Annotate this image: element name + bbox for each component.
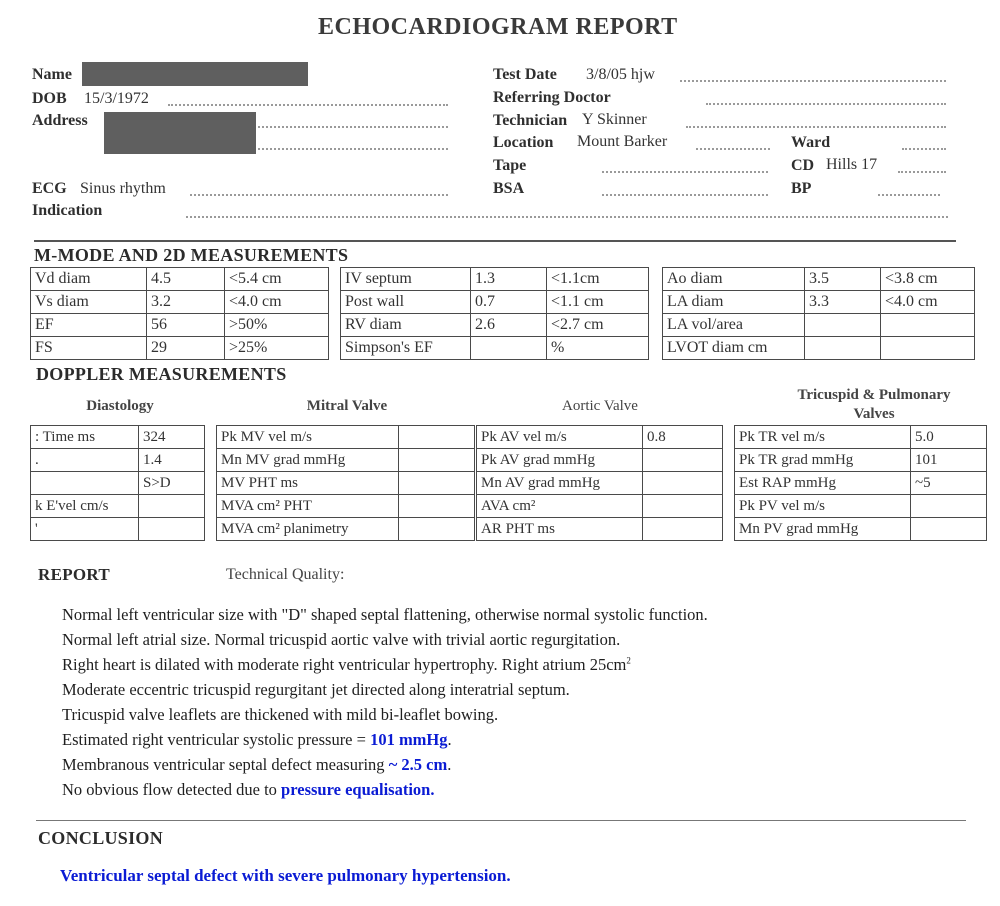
measure-value: [805, 337, 881, 360]
measure-value: [399, 518, 475, 541]
report-line-3-sup: 2: [626, 655, 631, 666]
table-row: [341, 314, 649, 337]
report-line-7-text: Membranous ventricular septal defect measuring: [62, 755, 389, 774]
measure-label: k E'vel cm/s: [31, 495, 139, 518]
table-row: [217, 472, 475, 495]
measure-normal: <1.1 cm: [547, 291, 649, 314]
report-line-6: [62, 730, 452, 750]
measure-value: [471, 337, 547, 360]
measure-label: IV septum: [341, 268, 471, 291]
table-row: [735, 449, 987, 472]
indication-dotted-line: [186, 216, 948, 218]
measure-label: Pk TR grad mmHg: [735, 449, 911, 472]
table-row: [663, 291, 975, 314]
table-row: [341, 291, 649, 314]
aortic-valve-title: Aortic Valve: [562, 398, 638, 414]
tape-dotted-line: [602, 171, 768, 173]
pressure-equalisation-text: pressure equalisation.: [281, 780, 435, 799]
table-row: [31, 495, 205, 518]
measure-value: 324: [139, 426, 205, 449]
measure-label: MV PHT ms: [217, 472, 399, 495]
measure-value: [399, 472, 475, 495]
measure-label: : Time ms: [31, 426, 139, 449]
measure-value: [139, 518, 205, 541]
measure-value: 5.0: [911, 426, 987, 449]
measure-label: Mn PV grad mmHg: [735, 518, 911, 541]
report-line-5: Tricuspid valve leaflets are thickened with mild bi-leaflet bowing.: [62, 705, 499, 724]
indication-label: Indication: [32, 202, 103, 219]
report-line-6-text: Estimated right ventricular systolic pressure =: [62, 730, 371, 749]
measure-value: [911, 495, 987, 518]
measure-label: ': [31, 518, 139, 541]
measure-value: S>D: [139, 472, 205, 495]
measure-label: Est RAP mmHg: [735, 472, 911, 495]
measure-label: Mn MV grad mmHg: [217, 449, 399, 472]
measure-normal: >50%: [225, 314, 329, 337]
measure-label: Pk PV vel m/s: [735, 495, 911, 518]
measure-label: LA diam: [663, 291, 805, 314]
dob-dotted-line: [168, 104, 448, 106]
measure-normal: <3.8 cm: [881, 268, 975, 291]
measure-label: Pk TR vel m/s: [735, 426, 911, 449]
table-row: [477, 518, 723, 541]
ward-dotted-line: [902, 148, 946, 150]
ecg-dotted-line: [190, 194, 448, 196]
measure-label: Pk MV vel m/s: [217, 426, 399, 449]
location-label: Location: [493, 134, 554, 151]
tricuspid-pulmonary-table: [734, 425, 987, 541]
diastology-title: Diastology: [86, 398, 154, 414]
table-row: [341, 337, 649, 360]
measure-value: [643, 472, 723, 495]
table-row: [31, 291, 329, 314]
doppler-heading: DOPPLER MEASUREMENTS: [36, 364, 287, 384]
address-label: Address: [32, 112, 88, 129]
table-row: [735, 518, 987, 541]
report-line-1: Normal left ventricular size with "D" shaped septal flattening, otherwise normal systolic function.: [62, 605, 708, 624]
measure-normal: >25%: [225, 337, 329, 360]
report-line-7-end: .: [447, 755, 452, 774]
aortic-valve-table: [476, 425, 723, 541]
table-row: [31, 472, 205, 495]
mmode-heading: M-MODE AND 2D MEASUREMENTS: [34, 245, 349, 265]
diastology-table: [30, 425, 205, 541]
bsa-label: BSA: [493, 180, 525, 197]
bp-label: BP: [791, 180, 812, 197]
mmode-left-table: [30, 267, 329, 360]
report-line-3-text: Right heart is dilated with moderate right ventricular hypertrophy. Right atrium 25cm: [62, 655, 627, 674]
report-title: ECHOCARDIOGRAM REPORT: [318, 14, 678, 40]
table-row: [31, 314, 329, 337]
rvsp-value: 101 mmHg: [370, 730, 448, 749]
section-divider-bottom: [36, 820, 966, 821]
technical-quality-label: Technical Quality:: [226, 566, 345, 583]
technician-label: Technician: [493, 112, 568, 129]
measure-value: 1.4: [139, 449, 205, 472]
table-row: [31, 426, 205, 449]
measure-label: MVA cm² PHT: [217, 495, 399, 518]
table-row: [735, 472, 987, 495]
measure-label: Post wall: [341, 291, 471, 314]
measure-label: Ao diam: [663, 268, 805, 291]
address-dotted-line-2: [258, 148, 448, 150]
measure-normal: <2.7 cm: [547, 314, 649, 337]
measure-value: [911, 518, 987, 541]
referring-doctor-label: Referring Doctor: [493, 89, 611, 106]
measure-label: EF: [31, 314, 147, 337]
table-row: [217, 426, 475, 449]
conclusion-text: Ventricular septal defect with severe pulmonary hypertension.: [60, 866, 511, 885]
vsd-size-value: ~ 2.5 cm: [388, 755, 448, 774]
name-redaction: [82, 62, 308, 86]
measure-label: Pk AV vel m/s: [477, 426, 643, 449]
measure-label: Vd diam: [31, 268, 147, 291]
measure-label: MVA cm² planimetry: [217, 518, 399, 541]
location-dotted-line: [696, 148, 770, 150]
bsa-dotted-line: [602, 194, 768, 196]
table-row: [663, 268, 975, 291]
address-redaction: [104, 112, 256, 154]
report-heading: REPORT: [38, 565, 111, 584]
measure-value: 0.7: [471, 291, 547, 314]
test-date-dotted-line: [680, 80, 946, 82]
dob-value: 15/3/1972: [84, 90, 149, 107]
cd-dotted-line: [898, 171, 946, 173]
cd-label: CD: [791, 157, 815, 174]
table-row: [735, 495, 987, 518]
measure-normal: [881, 314, 975, 337]
bp-dotted-line: [878, 194, 940, 196]
measure-label: AR PHT ms: [477, 518, 643, 541]
measure-normal: <4.0 cm: [225, 291, 329, 314]
dob-label: DOB: [32, 90, 67, 107]
ward-label: Ward: [791, 134, 831, 151]
measure-value: 4.5: [147, 268, 225, 291]
table-row: [735, 426, 987, 449]
report-line-6-end: .: [447, 730, 452, 749]
measure-value: [399, 426, 475, 449]
report-line-8-text: No obvious flow detected due to: [62, 780, 282, 799]
address-dotted-line-1: [258, 126, 448, 128]
measure-label: Pk AV grad mmHg: [477, 449, 643, 472]
mmode-mid-table: [340, 267, 649, 360]
measure-normal: <1.1cm: [547, 268, 649, 291]
ecg-label: ECG: [32, 180, 67, 197]
table-row: [31, 449, 205, 472]
measure-value: [139, 495, 205, 518]
measure-value: [643, 495, 723, 518]
measure-label: AVA cm²: [477, 495, 643, 518]
measure-label: RV diam: [341, 314, 471, 337]
measure-label: [31, 472, 139, 495]
report-line-3: [62, 655, 631, 675]
cd-value: Hills 17: [826, 156, 878, 173]
table-row: [31, 518, 205, 541]
measure-normal: %: [547, 337, 649, 360]
table-row: [477, 495, 723, 518]
measure-value: [805, 314, 881, 337]
measure-value: 1.3: [471, 268, 547, 291]
measure-label: Vs diam: [31, 291, 147, 314]
measure-value: [399, 449, 475, 472]
technician-dotted-line: [686, 126, 946, 128]
table-row: [31, 337, 329, 360]
measure-normal: [881, 337, 975, 360]
table-row: [663, 314, 975, 337]
measure-value: 29: [147, 337, 225, 360]
report-line-4: Moderate eccentric tricuspid regurgitant jet directed along interatrial septum.: [62, 680, 570, 699]
test-date-value: 3/8/05 hjw: [586, 66, 655, 83]
table-row: [217, 518, 475, 541]
measure-value: 3.5: [805, 268, 881, 291]
measure-value: [643, 449, 723, 472]
test-date-label: Test Date: [493, 66, 557, 83]
measure-label: .: [31, 449, 139, 472]
table-row: [477, 449, 723, 472]
measure-value: 3.2: [147, 291, 225, 314]
report-line-7: [62, 755, 451, 775]
location-value: Mount Barker: [577, 133, 668, 150]
measure-label: Simpson's EF: [341, 337, 471, 360]
section-divider-top: [34, 240, 956, 242]
conclusion-heading: CONCLUSION: [38, 828, 164, 848]
measure-label: FS: [31, 337, 147, 360]
referring-dotted-line: [706, 103, 946, 105]
mmode-right-table: [662, 267, 975, 360]
name-label: Name: [32, 66, 72, 83]
tricuspid-valve-title: Tricuspid & Pulmonary Valves: [797, 387, 951, 422]
report-line-2: Normal left atrial size. Normal tricuspid aortic valve with trivial aortic regurgitation.: [62, 630, 621, 649]
report-line-8: [62, 780, 434, 800]
technician-value: Y Skinner: [582, 111, 647, 128]
table-row: [217, 449, 475, 472]
table-row: [477, 426, 723, 449]
measure-label: LA vol/area: [663, 314, 805, 337]
measure-value: 0.8: [643, 426, 723, 449]
measure-normal: <5.4 cm: [225, 268, 329, 291]
mitral-valve-title: Mitral Valve: [306, 398, 388, 414]
measure-label: Mn AV grad mmHg: [477, 472, 643, 495]
table-row: [477, 472, 723, 495]
table-row: [663, 337, 975, 360]
table-row: [217, 495, 475, 518]
measure-normal: <4.0 cm: [881, 291, 975, 314]
table-row: [31, 268, 329, 291]
measure-value: ~5: [911, 472, 987, 495]
measure-value: [399, 495, 475, 518]
measure-value: 101: [911, 449, 987, 472]
measure-value: [643, 518, 723, 541]
measure-value: 56: [147, 314, 225, 337]
mitral-valve-table: [216, 425, 475, 541]
measure-label: LVOT diam cm: [663, 337, 805, 360]
ecg-value: Sinus rhythm: [80, 180, 166, 197]
measure-value: 3.3: [805, 291, 881, 314]
table-row: [341, 268, 649, 291]
tape-label: Tape: [493, 157, 527, 174]
measure-value: 2.6: [471, 314, 547, 337]
